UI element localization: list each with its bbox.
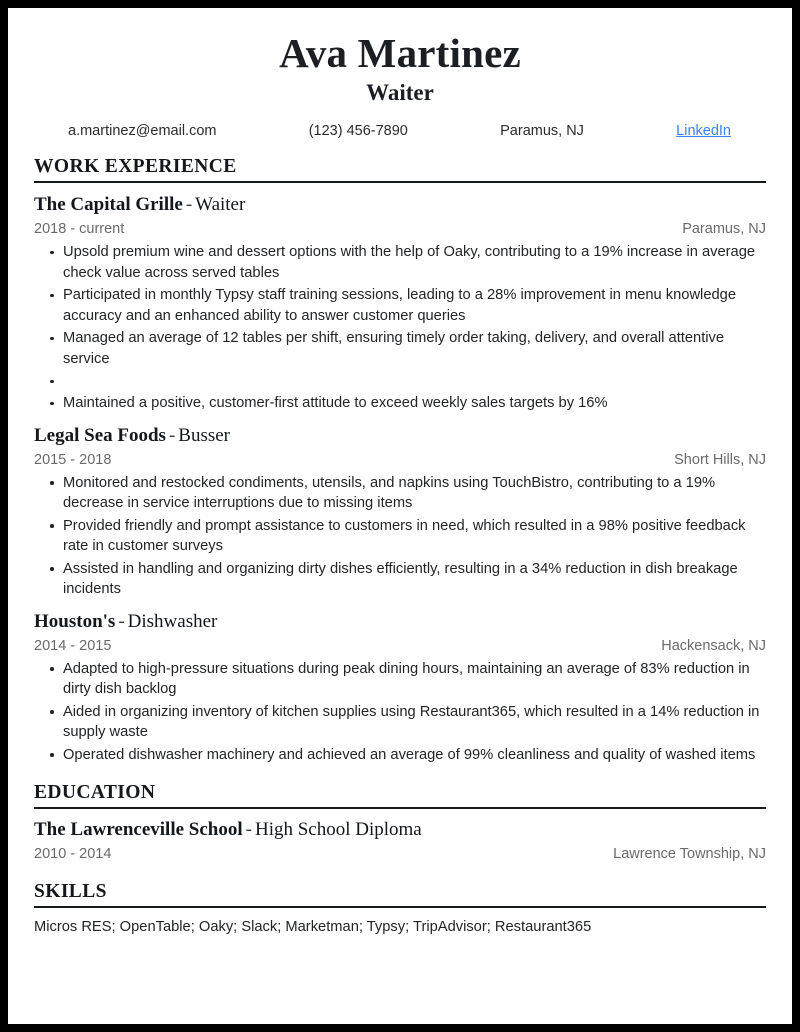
- list-item: Assisted in handling and organizing dirty dishes efficiently, resulting in a 34% reduction in dish breakage incidents: [34, 559, 766, 600]
- entry-location: Hackensack, NJ: [661, 637, 766, 654]
- entry-organization: The Lawrenceville School: [34, 819, 243, 840]
- experience-entry: [34, 610, 766, 766]
- list-item: Participated in monthly Typsy staff training sessions, leading to a 28% improvement in menu knowledge accuracy and an enhanced ability to answer customer queries: [34, 285, 766, 326]
- entry-meta: [34, 451, 766, 470]
- entry-meta: [34, 845, 766, 864]
- entry-heading: [34, 193, 766, 217]
- contact-phone: (123) 456-7890: [308, 123, 408, 139]
- entry-degree: High School Diploma: [254, 819, 422, 840]
- entry-job-title: Dishwasher: [127, 610, 218, 632]
- entry-bullet-list: [34, 659, 766, 766]
- experience-entry: [34, 193, 766, 414]
- entry-job-title: Busser: [178, 424, 231, 446]
- contact-email: a.martinez@email.com: [68, 123, 217, 139]
- experience-entry: [34, 424, 766, 600]
- list-item: Managed an average of 12 tables per shift, ensuring timely order taking, delivery, and overall attentive service: [34, 328, 766, 369]
- list-item: [34, 371, 766, 391]
- contact-location: Paramus, NJ: [500, 123, 584, 139]
- entry-dates: 2010 - 2014: [34, 846, 112, 862]
- entry-separator: -: [185, 194, 193, 215]
- entry-organization: Legal Sea Foods: [34, 424, 166, 446]
- entry-organization: The Capital Grille: [34, 194, 183, 215]
- section-title-skills: SKILLS: [34, 881, 107, 902]
- entry-job-title: Waiter: [195, 194, 246, 215]
- section-skills: [34, 881, 766, 938]
- entry-heading: [34, 610, 766, 634]
- resume-page: [8, 8, 792, 1024]
- entry-meta: [34, 220, 766, 239]
- section-title-work-experience: WORK EXPERIENCE: [34, 156, 237, 177]
- entry-dates: 2014 - 2015: [34, 637, 112, 654]
- section-education: [34, 782, 766, 864]
- section-work-experience: [34, 156, 766, 765]
- entry-dates: 2015 - 2018: [34, 451, 112, 468]
- list-item: Operated dishwasher machinery and achieved an average of 99% cleanliness and quality of washed items: [34, 745, 766, 766]
- contact-linkedin-link[interactable]: LinkedIn: [676, 123, 731, 139]
- entry-organization: Houston's: [34, 610, 116, 632]
- entry-dates: 2018 - current: [34, 221, 125, 237]
- candidate-role: Waiter: [366, 80, 434, 105]
- entry-bullet-list: [34, 473, 766, 600]
- list-item: Maintained a positive, customer-first attitude to exceed weekly sales targets by 16%: [34, 393, 766, 414]
- skills-list: Micros RES; OpenTable; Oaky; Slack; Marketman; Typsy; TripAdvisor; Restaurant365: [34, 919, 592, 935]
- list-item: Monitored and restocked condiments, utensils, and napkins using TouchBistro, contributing to a 19% decrease in service interruptions due to missing items: [34, 473, 766, 514]
- entry-location: Paramus, NJ: [682, 221, 766, 237]
- entry-bullet-list: [34, 242, 766, 414]
- section-divider: [34, 181, 766, 183]
- resume-content: [8, 8, 792, 938]
- entry-separator: -: [118, 610, 125, 632]
- contact-row: [34, 123, 766, 139]
- entry-heading: [34, 424, 766, 448]
- list-item: Aided in organizing inventory of kitchen supplies using Restaurant365, which resulted in a 14% reduction in supply waste: [34, 702, 766, 743]
- entry-meta: [34, 637, 766, 656]
- education-entry: [34, 818, 766, 864]
- candidate-name: Ava Martinez: [279, 30, 521, 76]
- section-divider: [34, 807, 766, 809]
- entry-separator: -: [245, 819, 252, 840]
- entry-heading: [34, 818, 766, 842]
- section-divider: [34, 906, 766, 908]
- list-item: Upsold premium wine and dessert options with the help of Oaky, contributing to a 19% increase in average check value across served tables: [34, 242, 766, 283]
- section-title-education: EDUCATION: [34, 782, 156, 803]
- entry-location: Lawrence Township, NJ: [613, 846, 766, 862]
- list-item: Provided friendly and prompt assistance to customers in need, which resulted in a 98% positive feedback rate in customer surveys: [34, 516, 766, 557]
- entry-location: Short Hills, NJ: [674, 451, 766, 468]
- entry-separator: -: [168, 424, 176, 446]
- list-item: Adapted to high-pressure situations during peak dining hours, maintaining an average of 83% reduction in dirty dish backlog: [34, 659, 766, 700]
- resume-header: [34, 8, 766, 139]
